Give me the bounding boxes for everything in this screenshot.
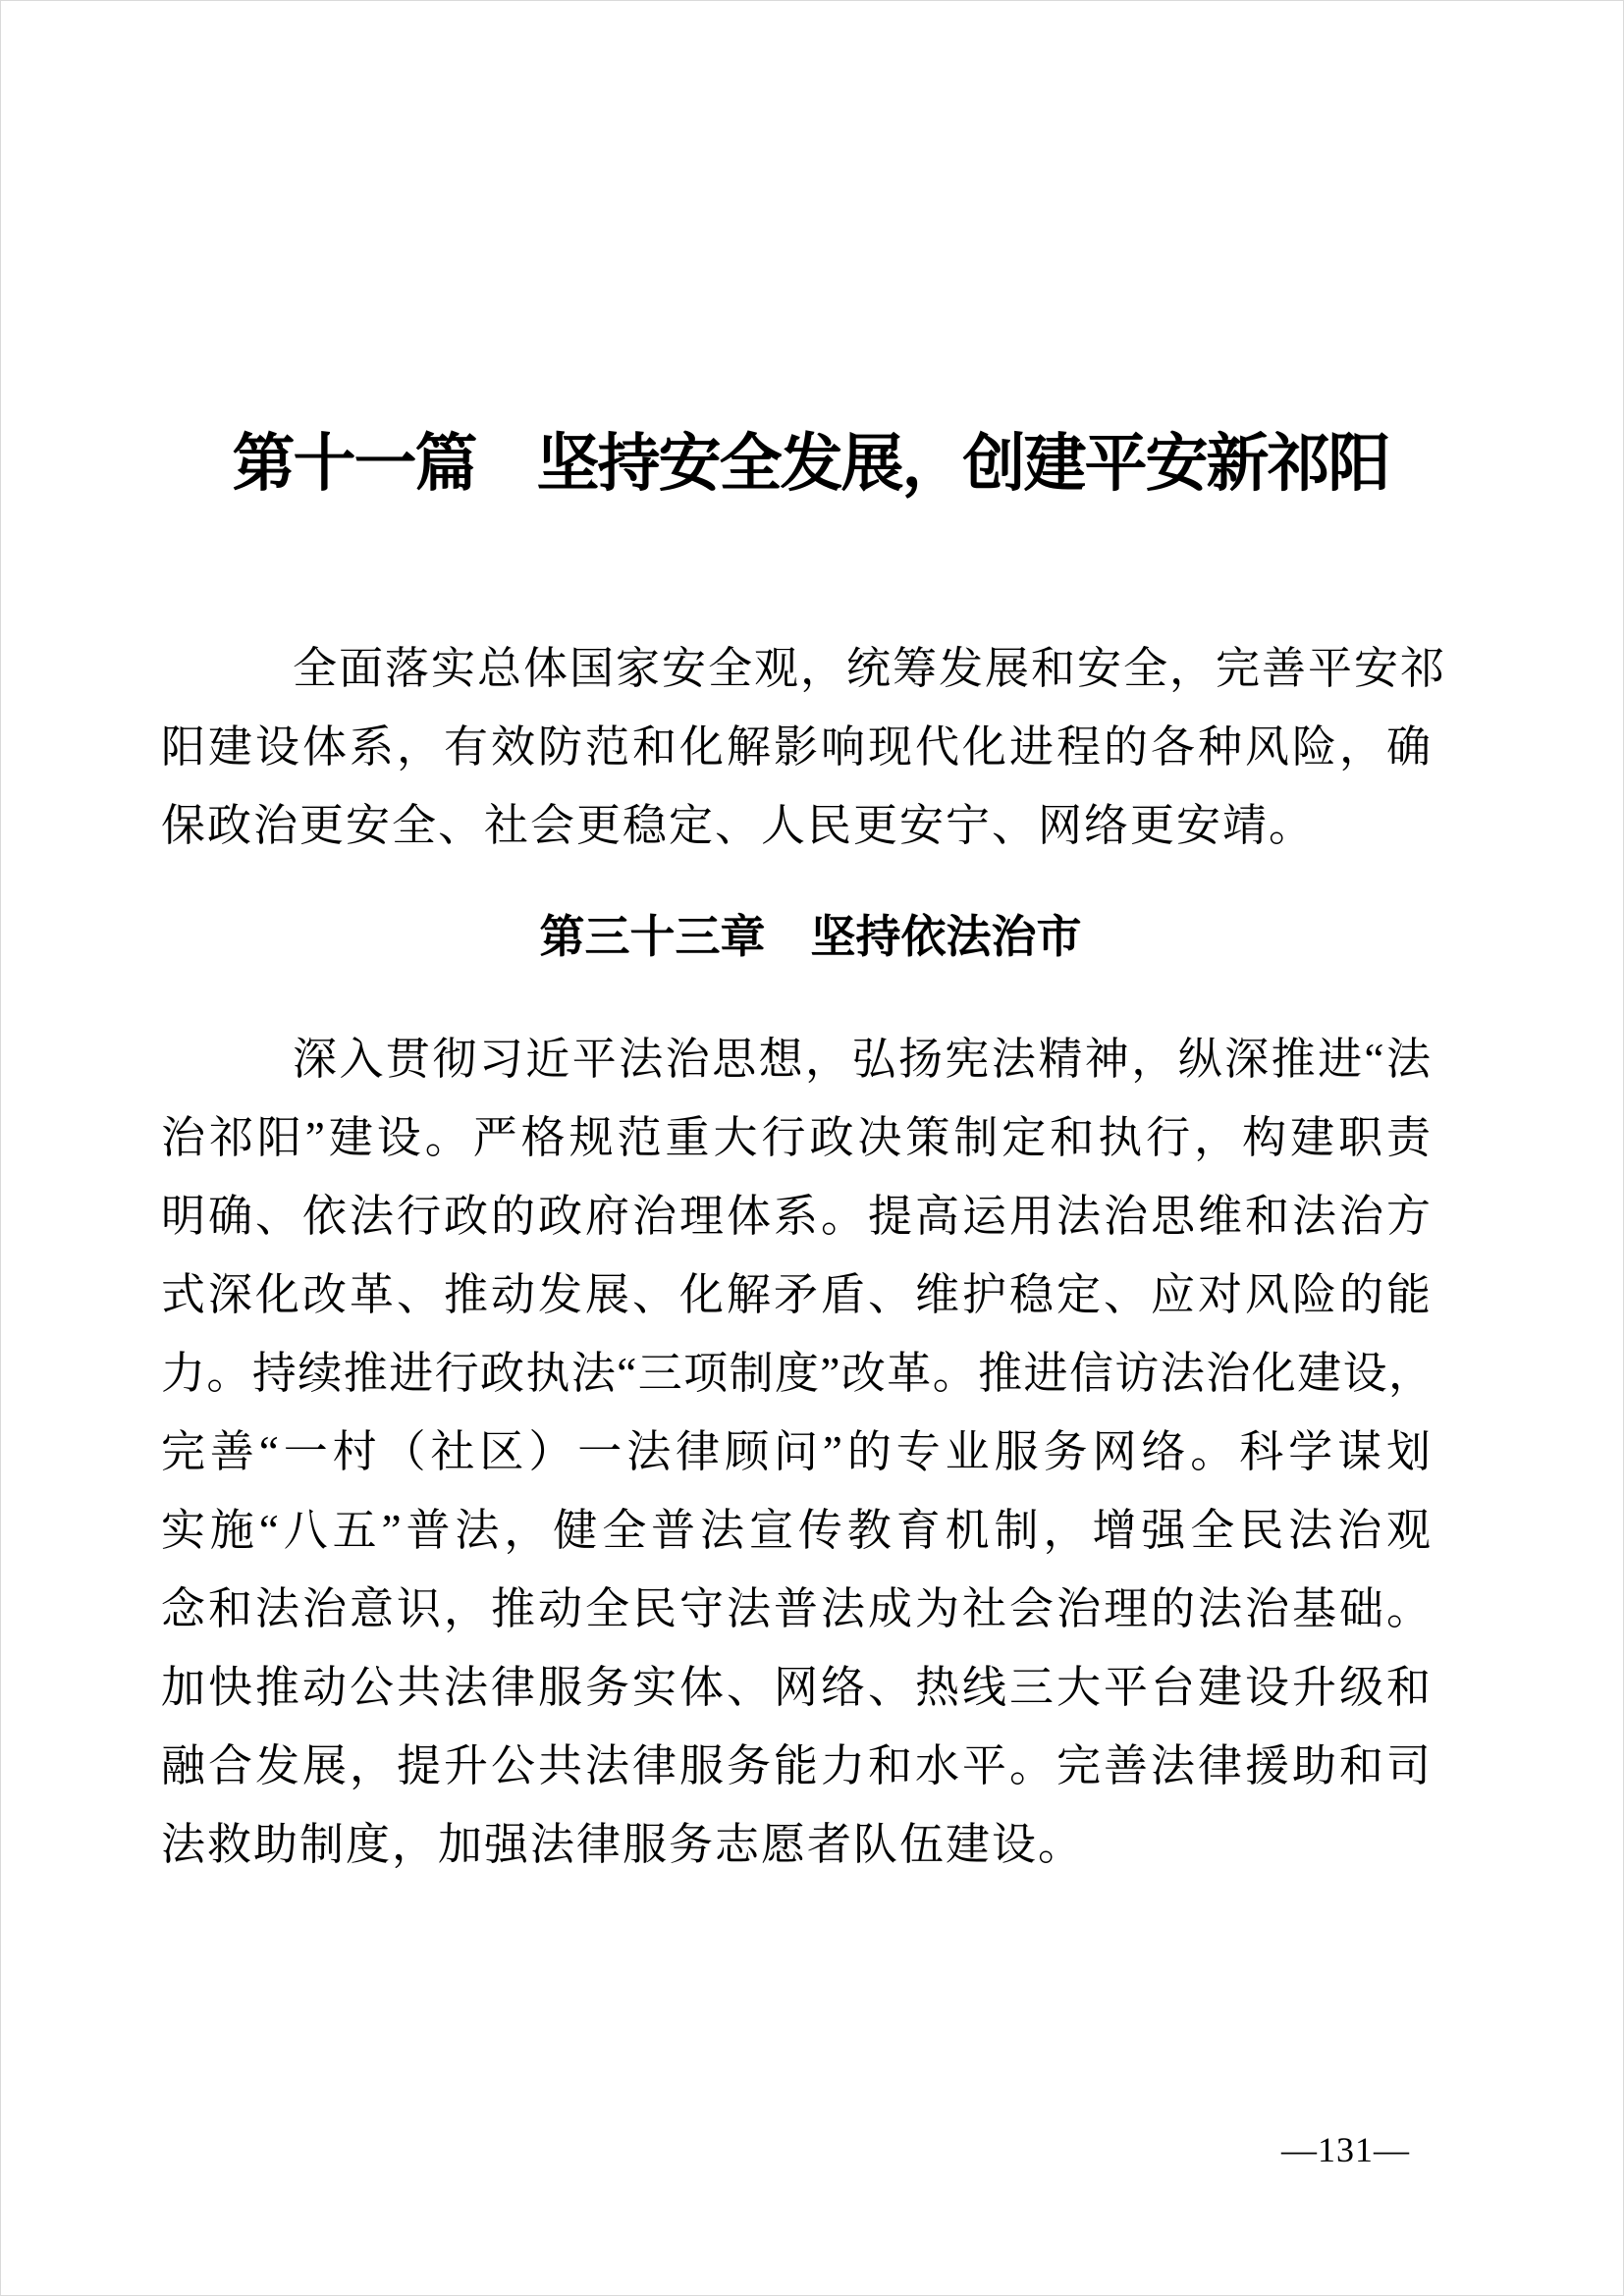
paragraph-line: 力。持续推进行政执法“三项制度”改革。推进信访法治化建设， [161, 1349, 1433, 1398]
paragraph-line: 完善“一村（社区）一法律顾问”的专业服务网络。科学谋划 [161, 1427, 1433, 1476]
chapter-paragraph [161, 1020, 1433, 1884]
paragraph-line: 治祁阳”建设。严格规范重大行政决策制定和执行，构建职责 [161, 1113, 1433, 1162]
paragraph-line: 全面落实总体国家安全观，统筹发展和安全，完善平安祁 [293, 644, 1447, 693]
paragraph-line: 深入贯彻习近平法治思想，弘扬宪法精神，纵深推进“法 [293, 1035, 1433, 1084]
paragraph-line: 融合发展，提升公共法律服务能力和水平。完善法律援助和司 [161, 1741, 1433, 1790]
paragraph-line: 加快推动公共法律服务实体、网络、热线三大平台建设升级和 [161, 1663, 1433, 1712]
paragraph-line: 保政治更安全、社会更稳定、人民更安宁、网络更安靖。 [161, 801, 1316, 850]
paragraph-line: 式深化改革、推动发展、化解矛盾、维护稳定、应对风险的能 [161, 1270, 1433, 1319]
paragraph-line: 明确、依法行政的政府治理体系。提高运用法治思维和法治方 [161, 1192, 1433, 1241]
paragraph-line: 念和法治意识，推动全民守法普法成为社会治理的法治基础。 [161, 1584, 1433, 1633]
section-title: 第十一篇 坚持安全发展，创建平安新祁阳 [232, 429, 1389, 499]
paragraph-line: 实施“八五”普法，健全普法宣传教育机制，增强全民法治观 [161, 1506, 1433, 1555]
paragraph-line: 阳建设体系，有效防范和化解影响现代化进程的各种风险，确 [161, 722, 1433, 772]
page-number: —131— [1281, 2130, 1410, 2169]
paragraph-line: 法救助制度，加强法律服务志愿者队伍建设。 [161, 1820, 1085, 1869]
intro-paragraph [161, 629, 1447, 865]
chapter-heading: 第三十三章 坚持依法治市 [539, 912, 1082, 962]
